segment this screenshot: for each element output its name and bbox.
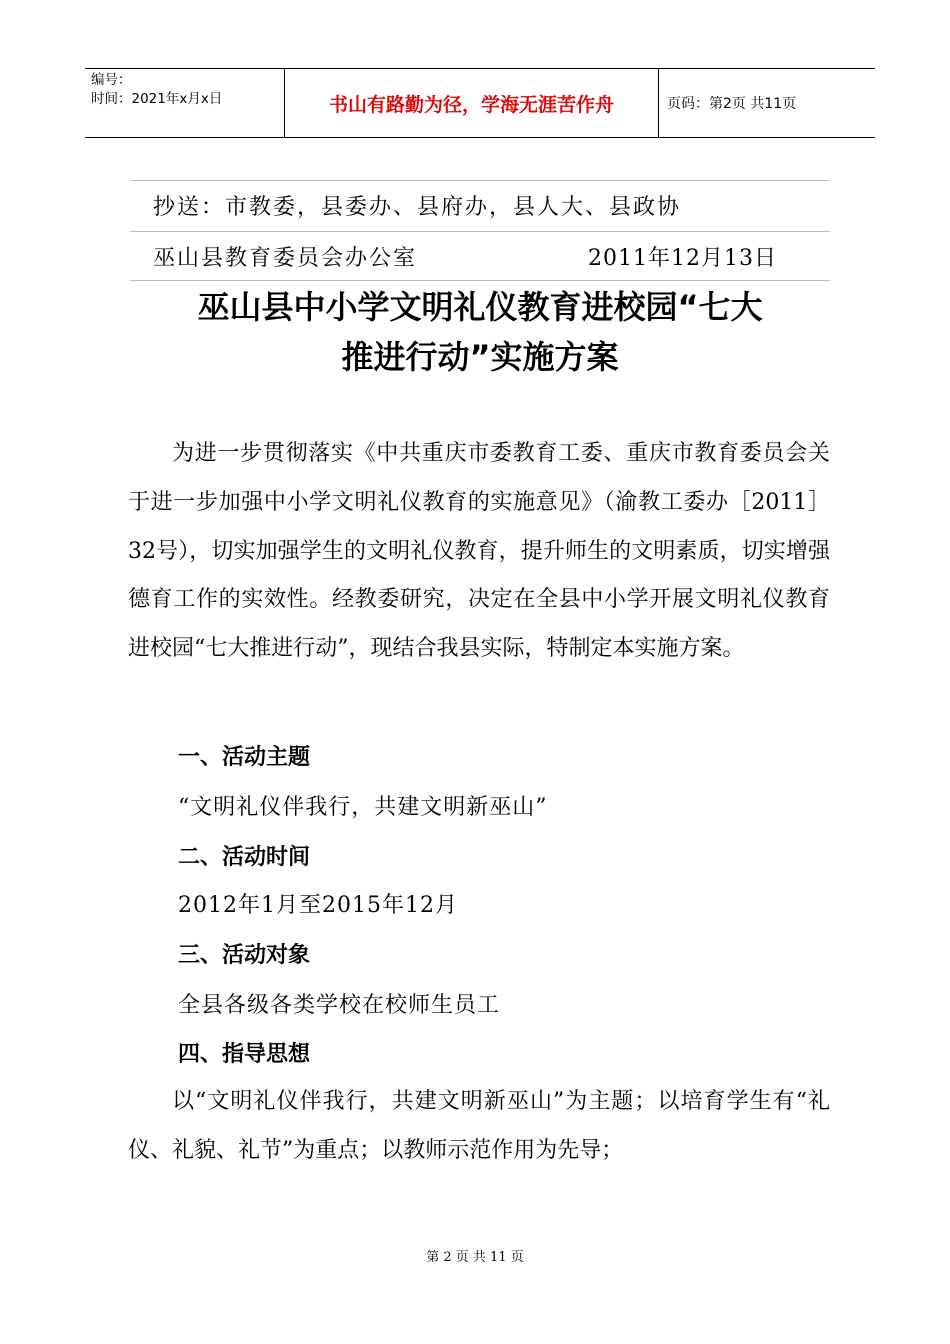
page-header [85, 68, 875, 138]
section-heading-time: 二、活动时间 [178, 845, 311, 870]
document-number-label: 编号： [91, 72, 132, 88]
header-motto: 书山有路勤为径，学海无涯苦作舟 [285, 69, 659, 137]
issue-date: 2011年12月13日 [588, 246, 777, 271]
header-meta [85, 69, 285, 137]
rule-line [130, 231, 830, 232]
intro-paragraph: 为进一步贯彻落实《中共重庆市委教育工委、重庆市教育委员会关于进一步加强中小学文明礼仪教育的实施意见》（渝教工委办［2011］32号），切实加强学生的文明礼仪教育，提升师生的文明素质，切实增强德育工作的实效性。经教委研究，决定在全县中小学开展文明礼仪教育进校园“七大推进行动”，现结合我县实际，特制定本实施方案。 [128, 441, 830, 662]
header-page-number: 页码：第2页 共11页 [667, 96, 797, 112]
rule-line [130, 280, 830, 281]
document-time-label: 时间：2021年x月x日 [91, 91, 223, 107]
section-heading-theme: 一、活动主题 [178, 745, 311, 770]
document-title [100, 282, 860, 382]
issuing-office: 巫山县教育委员会办公室 [153, 246, 418, 271]
page-footer: 第 2 页 共 11 页 [426, 1250, 524, 1265]
section-heading-target: 三、活动对象 [178, 943, 311, 968]
section-text-theme: “文明礼仪伴我行，共建文明新巫山” [178, 795, 548, 820]
title-line-2: 推进行动”实施方案 [341, 338, 619, 376]
rule-line [130, 180, 830, 181]
section-heading-guiding: 四、指导思想 [178, 1042, 311, 1067]
cc-line: 抄送：市教委，县委办、县府办，县人大、县政协 [153, 195, 682, 220]
section-text-target: 全县各级各类学校在校师生员工 [178, 993, 501, 1018]
section-text-guiding: 以“文明礼仪伴我行，共建文明新巫山”为主题；以培育学生有“礼仪、礼貌、礼节”为重点；以教师示范作用为先导； [128, 1089, 830, 1163]
title-line-1: 巫山县中小学文明礼仪教育进校园“七大 [197, 288, 763, 326]
section-text-time: 2012年1月至2015年12月 [178, 893, 458, 918]
